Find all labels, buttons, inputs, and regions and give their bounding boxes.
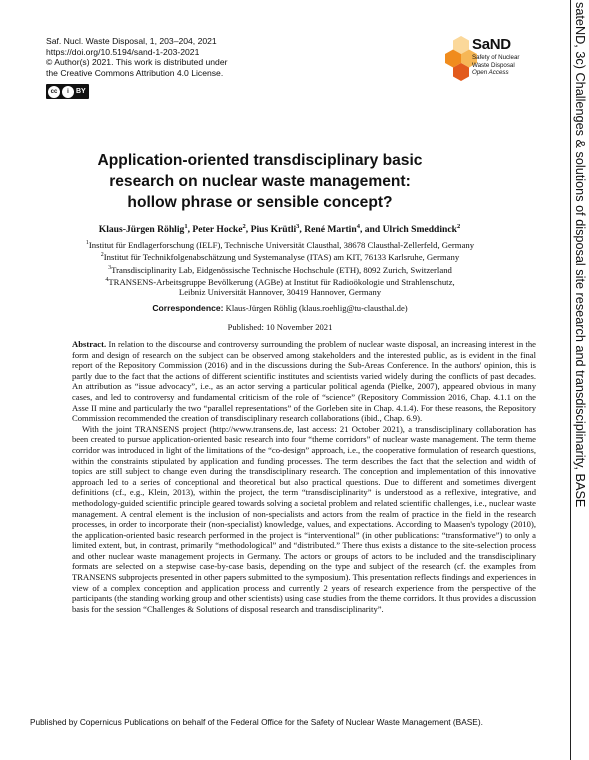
affiliation-marker: 3 — [108, 264, 112, 271]
author-name: Peter Hocke — [192, 224, 243, 236]
by-label: BY — [76, 88, 86, 95]
title-line: Application-oriented transdisciplinary basic — [97, 152, 423, 169]
affiliation-list — [50, 238, 510, 298]
author-affiliation-marker: 2 — [242, 223, 246, 230]
author-affiliation-marker: 2 — [457, 223, 461, 230]
article-meta — [46, 36, 346, 78]
abstract-paragraph: With the joint TRANSENS project (http://www.transens.de, last access: 21 October 2021), a transdisciplinary collaboration has been created to pursue application-oriented basic research into four “theme corridors” of nuclear waste management. The term theme corridor was introduced in light of the limitations of the “co-design” approach, i.e., the cooperative formulation of research questions, within the constraints stipulated by application and funding processes. The term describes the fact that the selection and width of topics are still subject to change even during the transdisciplinary research. The conception and implementation of this innovative approach led to a series of conceptional and theoretical but also practical questions. Due to different and sometimes divergent definitions (cf., e.g., Klein, 2013), within the project, the term “transdisciplinarity” is understood as a reflexive, integrative, and methodology-guided scientific principle geared towards solving a societal problem and related scientific challenges, i.e., nuclear waste management. A central element is the inclusion of non-specialists and actors from the realm of practice in the field in the research processes, in order to incorporate their (non-specialist) knowledge, values, and expectations. According to Maasen's typology (2010), the application-oriented basic research performed in the project is “interventional” (in other publications: “transformative”) to only a limited extent, but, in contrast, primarily “methodological” and “distributed.” There thus exists a distance to the site-selection process and other nuclear waste management projects in Germany. The actors or groups of actors to be included and the transdisciplinary formats are selected on a stepwise case-by-case basis, depending on the type and subject of the research (cf. the examples from TRANSENS subprojects presented in other papers submitted to the symposium). This presentation reflects findings and experiences in view of a complex conception and application process and currently 2 years of research experience from the perspective of the participants (the standing working group and other scientists) using case studies from the theme corridors. It thus provides a discussion basis for the session “Challenges & Solutions of disposal research and transdisciplinarity”. — [72, 423, 536, 614]
publisher-footer: Published by Copernicus Publications on behalf of the Federal Office for the Safety of Nuclear Waste Management (BASE). — [30, 717, 483, 727]
abstract — [72, 339, 536, 614]
author-separator: , — [245, 224, 251, 236]
journal-citation: Saf. Nucl. Waste Disposal, 1, 203–204, 2021 — [46, 36, 217, 46]
author-name: Ulrich Smeddinck — [382, 224, 457, 236]
affiliation-marker: 1 — [85, 240, 89, 246]
cc-by-license-badge[interactable] — [46, 84, 89, 99]
journal-logo — [446, 34, 546, 84]
affiliation-line — [50, 238, 510, 250]
affiliation-line — [50, 287, 510, 297]
logo-brand-name: SaND — [472, 36, 511, 53]
author-separator: , — [299, 224, 305, 236]
author-affiliation-marker: 4 — [356, 223, 360, 230]
logo-subtitle — [472, 54, 519, 77]
author-affiliation-marker: 1 — [184, 223, 188, 230]
copyright-notice: © Author(s) 2021. This work is distributed under — [46, 57, 228, 68]
cc-icon: cc — [48, 86, 60, 98]
title-line: research on nuclear waste management: — [109, 173, 411, 190]
correspondence — [50, 303, 510, 313]
author-list — [52, 223, 507, 235]
affiliation-marker: 4 — [105, 276, 109, 283]
session-sidebar-label: sateND, 3c) Challenges & solutions of disposal site research and transdisciplinarity, BASE — [573, 2, 587, 508]
article-title — [80, 150, 440, 213]
author-name: René Martin — [304, 224, 357, 236]
logo-subtitle-line: Waste Disposal — [472, 61, 515, 69]
abstract-label: Abstract. — [72, 339, 107, 349]
author-affiliation-marker: 3 — [296, 223, 300, 230]
abstract-text: In relation to the discourse and controversy surrounding the problem of nuclear waste disposal, an increasing interest in the form and design of research on the subject can be observed among stakeholders and the interested public, as is evident in the final report of the Repository Commission (2016) and in the discussions during the Sub-Areas Conference. In the authors' opinion, this is partly due to the fact that the actions of different scientific institutes and scientists varied widely during the conflicts of past decades. An attribution as “issue advocacy”, i.e., as an actor serving a particular political agenda (Pielke, 2007), appeared obvious in many cases, and led to controversy and fundamental criticism of the role of “science” (Repository Commission 2016, Chap. 4.1.1 on the Asse II mine and particularly the two “parallel representations” of the Gorleben site in Chap. 4.1.4). For these reasons, the Repository Commission recommended the creation of transdisciplinary research collaborations (ibid., Chap. 6.9). — [72, 339, 536, 424]
license-notice: the Creative Commons Attribution 4.0 License. — [46, 67, 224, 78]
logo-subtitle-line: Safety of Nuclear — [472, 54, 520, 61]
published-date: Published: 10 November 2021 — [227, 322, 333, 332]
title-line: hollow phrase or sensible concept? — [127, 194, 393, 211]
author-name: Pius Krütli — [250, 224, 297, 236]
affiliation-text: Institut für Technikfolgenabschätzung und Systemanalyse (ITAS) am KIT, 76133 Karlsruhe, Germany — [103, 252, 460, 263]
affiliation-text: TRANSENS-Arbeitsgruppe Bevölkerung (AGBe) at Institut für Radioökologie und Strahlenschutz, — [108, 276, 455, 287]
author-separator: , and — [359, 224, 383, 236]
attribution-icon: i — [62, 86, 74, 98]
affiliation-text: Institut für Endlagerforschung (IELF), Technische Universität Clausthal, 38678 Clausthal-Zellerfeld, Germany — [88, 239, 475, 250]
abstract-paragraph — [72, 339, 536, 424]
affiliation-line — [50, 275, 510, 287]
affiliation-line — [50, 263, 510, 275]
correspondence-label: Correspondence: — [152, 303, 224, 313]
author-name: Klaus-Jürgen Röhlig — [98, 224, 185, 236]
affiliation-text: Leibniz Universität Hannover, 30419 Hannover, Germany — [178, 287, 382, 298]
affiliation-marker: 2 — [100, 252, 104, 259]
affiliation-line — [50, 250, 510, 262]
affiliation-text: Transdisciplinarity Lab, Eidgenössische Technische Hochschule (ETH), 8092 Zurich, Switzerland — [111, 264, 452, 275]
author-separator: , — [187, 224, 193, 236]
correspondence-text: Klaus-Jürgen Röhlig (klaus.roehlig@tu-clausthal.de) — [223, 303, 408, 313]
doi-link[interactable]: https://doi.org/10.5194/sand-1-203-2021 — [46, 46, 200, 57]
open-access-label: Open Access — [472, 69, 509, 76]
